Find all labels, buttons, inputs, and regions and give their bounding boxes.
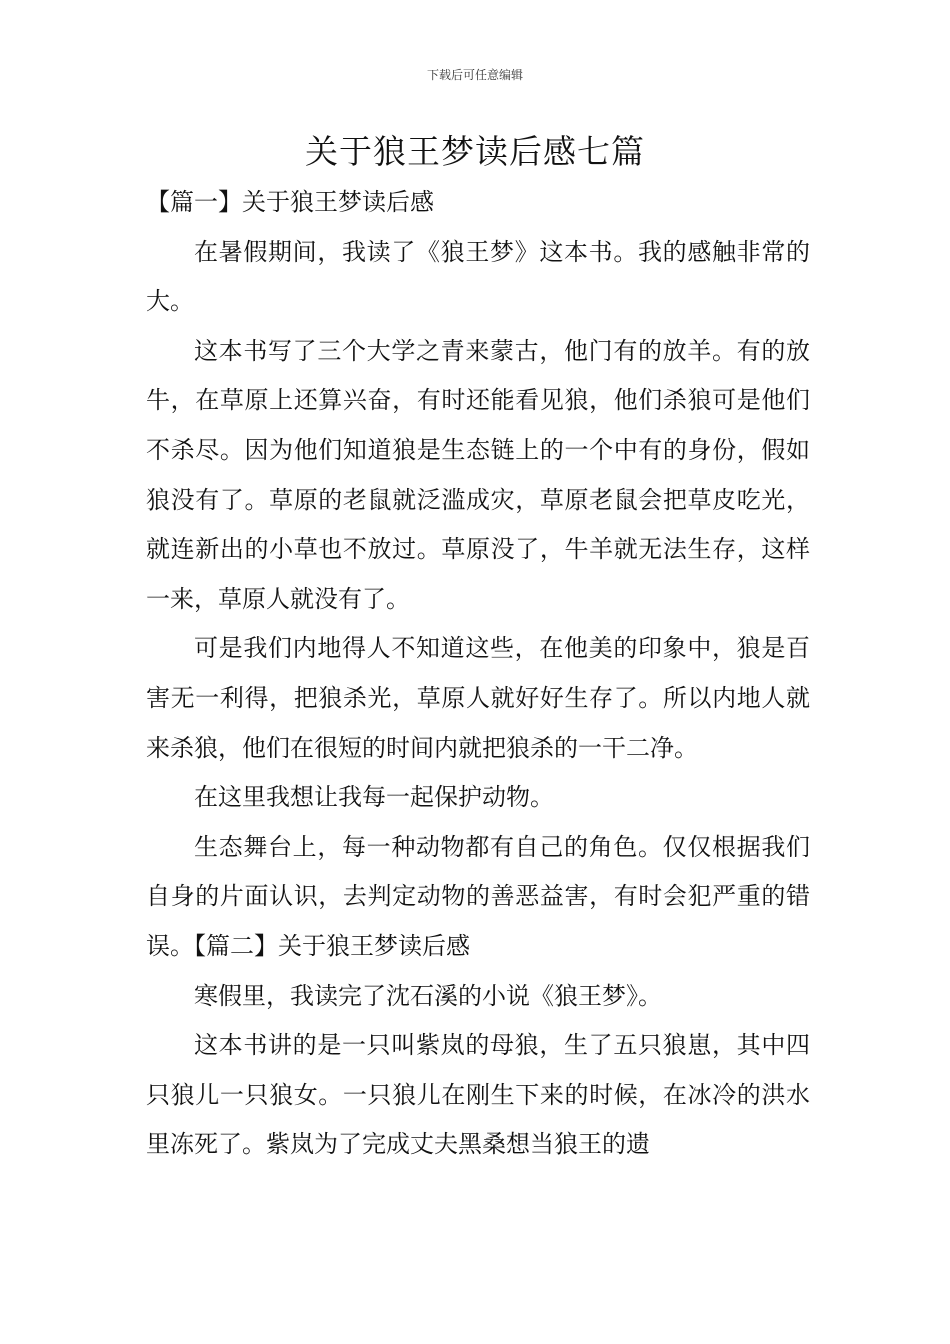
- paragraph: 在这里我想让我每一起保护动物。: [194, 783, 554, 812]
- paragraph: 寒假里，我读完了沈石溪的小说《狼王梦》。: [194, 981, 662, 1010]
- page-header: 下载后可任意编辑: [426, 68, 523, 82]
- paragraph: 生态舞台上，每一种动物都有自己的角色。仅仅根据我们自身的片面认识，去判定动物的善恶益害，有时会犯严重的错误。【篇二】关于狼王梦读后感: [146, 832, 810, 960]
- paragraph: 可是我们内地得人不知道这些，在他美的印象中，狼是百害无一利得，把狼杀光，草原人就好好生存了。所以内地人就来杀狼，他们在很短的时间内就把狼杀的一干二净。: [146, 634, 810, 762]
- paragraph: 这本书讲的是一只叫紫岚的母狼，生了五只狼崽，其中四只狼儿一只狼女。一只狼儿在刚生下来的时候，在冰冷的洪水里冻死了。紫岚为了完成丈夫黑桑想当狼王的遗: [146, 1031, 810, 1159]
- paragraph: 在暑假期间，我读了《狼王梦》这本书。我的感触非常的大。: [146, 237, 810, 316]
- section-heading-1: 【篇一】关于狼王梦读后感: [146, 188, 434, 216]
- paragraph: 这本书写了三个大学之青来蒙古，他门有的放羊。有的放牛，在草原上还算兴奋，有时还能看见狼，他们杀狼可是他们不杀尽。因为他们知道狼是生态链上的一个中有的身份，假如狼没有了。草原的老鼠就泛滥成灾，草原老鼠会把草皮吃光，就连新出的小草也不放过。草原没了，牛羊就无法生存，这样一来，草原人就没有了。: [146, 336, 810, 613]
- document-title: 关于狼王梦读后感七篇: [305, 132, 645, 171]
- document-body: [146, 178, 810, 1170]
